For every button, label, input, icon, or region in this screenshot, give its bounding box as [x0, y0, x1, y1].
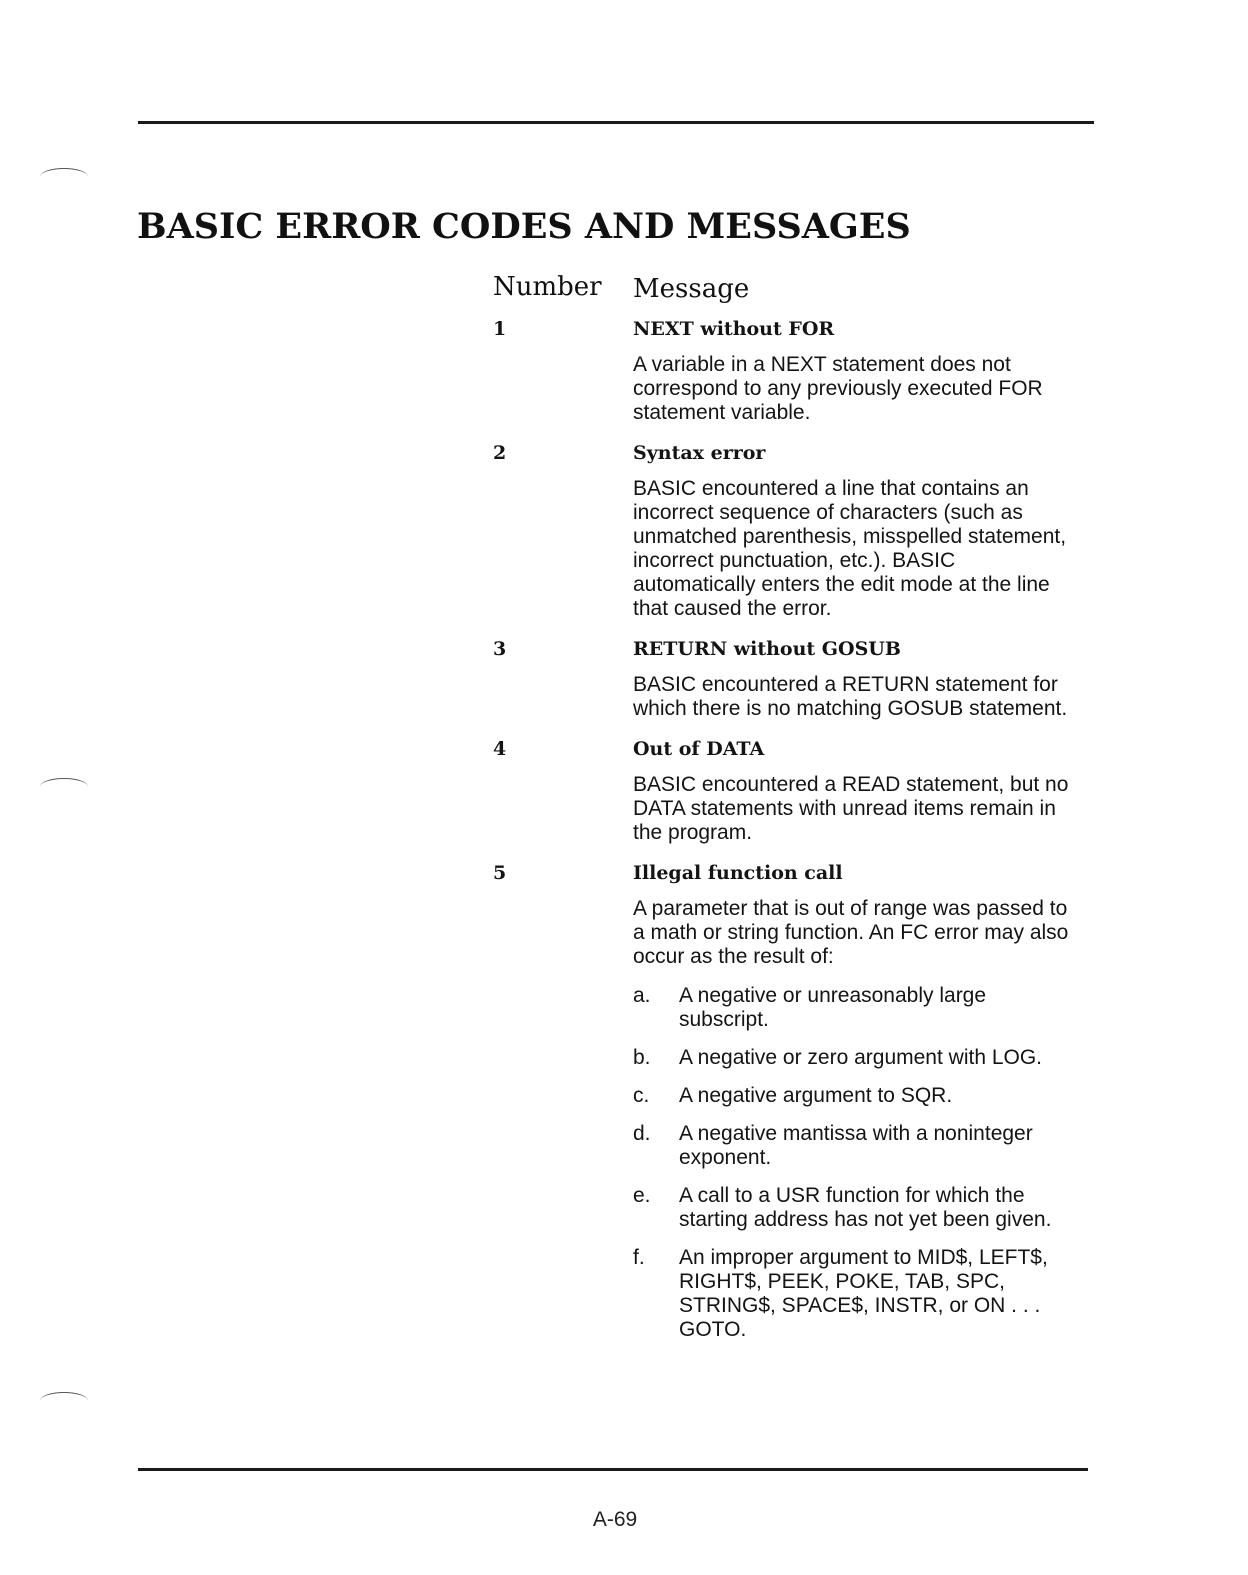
- error-entry: [491, 736, 1091, 845]
- top-rule: [138, 121, 1094, 124]
- table-header: [491, 272, 1091, 316]
- list-item: [633, 1184, 1079, 1232]
- error-description: A parameter that is out of range was passed to a math or string function. An FC error may also occur as the result of:: [633, 897, 1069, 968]
- list-item-letter: d.: [633, 1122, 651, 1145]
- list-item: [633, 1084, 1079, 1108]
- list-item: [633, 1046, 1079, 1070]
- list-item-text: A negative or unreasonably large subscript.: [679, 984, 987, 1031]
- list-item-text: A call to a USR function for which the starting address has not yet been given.: [679, 1184, 1052, 1231]
- list-item-text: A negative argument to SQR.: [679, 1084, 953, 1107]
- bottom-rule: [138, 1468, 1088, 1471]
- list-item-text: A negative mantissa with a noninteger exponent.: [679, 1122, 1033, 1169]
- list-item-text: An improper argument to MID$, LEFT$, RIGHT$, PEEK, POKE, TAB, SPC, STRING$, SPACE$, INSTR, or ON . . . GOTO.: [679, 1246, 1048, 1341]
- page-number: A-69: [592, 1508, 638, 1531]
- list-item-letter: b.: [633, 1046, 651, 1069]
- list-item: [633, 1122, 1079, 1170]
- error-message-name: Out of DATA: [633, 738, 765, 760]
- list-item-letter: c.: [633, 1084, 650, 1107]
- error-message-name: Illegal function call: [633, 862, 843, 884]
- error-message-name: NEXT without FOR: [633, 318, 835, 340]
- error-number: 2: [493, 442, 507, 464]
- error-entry: [491, 440, 1091, 621]
- list-item-letter: f.: [633, 1246, 645, 1269]
- list-item-letter: a.: [633, 984, 651, 1007]
- list-item-letter: e.: [633, 1184, 651, 1207]
- number-column-header: Number: [493, 272, 602, 302]
- error-entry: [491, 636, 1091, 721]
- error-description: BASIC encountered a RETURN statement for which there is no matching GOSUB statement.: [633, 673, 1068, 720]
- error-entry: [491, 860, 1091, 1342]
- error-message-name: Syntax error: [633, 442, 766, 464]
- message-column-header: Message: [633, 274, 750, 304]
- error-entry: [491, 316, 1091, 425]
- error-description: BASIC encountered a line that contains an incorrect sequence of characters (such as unmatched parenthesis, misspelled statement, incorrect punctuation, etc.). BASIC automatically enters the edit mode at the line that caused the error.: [633, 477, 1067, 620]
- error-message-name: RETURN without GOSUB: [633, 638, 901, 660]
- list-item-text: A negative or zero argument with LOG.: [679, 1046, 1043, 1069]
- error-number: 3: [493, 638, 507, 660]
- list-item: [633, 1246, 1079, 1342]
- error-code-table: [491, 272, 1091, 1356]
- error-description: A variable in a NEXT statement does not correspond to any previously executed FOR statement variable.: [633, 353, 1043, 424]
- binder-hole-mark: [40, 778, 88, 795]
- error-cause-list: [633, 984, 1091, 1342]
- binder-hole-mark: [40, 1392, 88, 1409]
- error-number: 4: [493, 738, 507, 760]
- error-number: 1: [493, 318, 507, 340]
- binder-hole-mark: [40, 168, 88, 185]
- error-number: 5: [493, 862, 507, 884]
- list-item: [633, 984, 1079, 1032]
- error-description: BASIC encountered a READ statement, but no DATA statements with unread items remain in the program.: [633, 773, 1069, 844]
- page-title: BASIC ERROR CODES AND MESSAGES: [137, 206, 911, 247]
